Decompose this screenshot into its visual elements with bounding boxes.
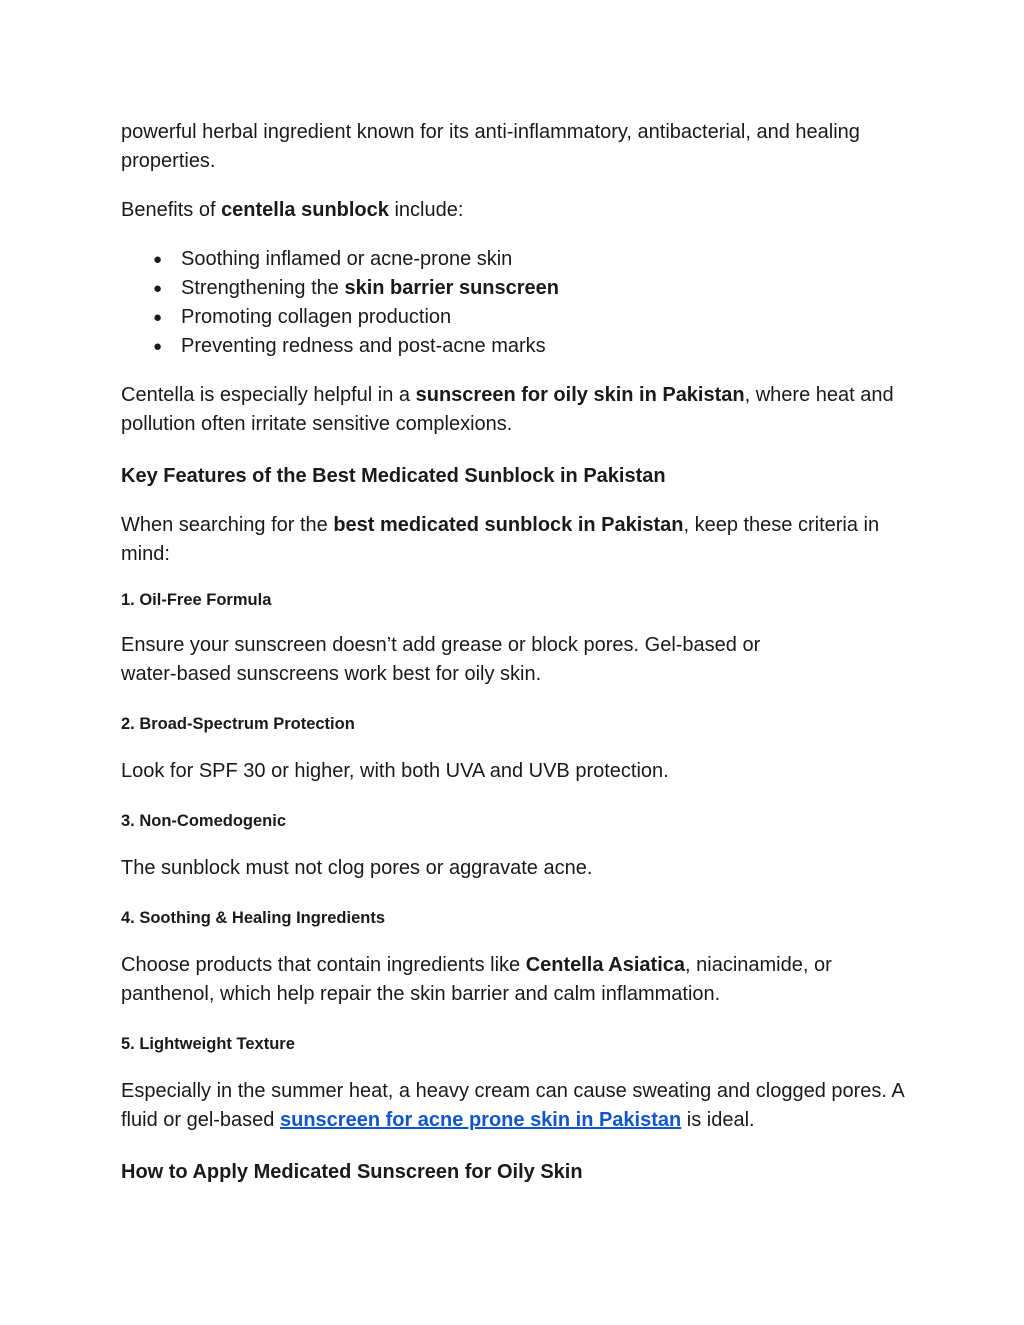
feature-5-text: Especially in the summer heat, a heavy cream can cause sweating and clogged pores. A fluid or gel-based sunscreen for acne prone skin in Pakistan is ideal. (121, 1080, 904, 1131)
bullet-icon: ● (153, 251, 163, 268)
document-body (121, 118, 911, 1187)
centella-paragraph: Centella is especially helpful in a sunscreen for oily skin in Pakistan, where heat and pollution often irritate sensitive complexions. (121, 384, 894, 435)
feature-5-title: 5. Lightweight Texture (121, 1035, 295, 1053)
feature-4-text: Choose products that contain ingredients like Centella Asiatica, niacinamide, or panthenol, which help repair the skin barrier and calm inflammation. (121, 954, 832, 1005)
bullet-icon: ● (153, 280, 163, 297)
key-features-intro: When searching for the best medicated sunblock in Pakistan, keep these criteria in mind: (121, 514, 880, 565)
acne-sunscreen-link[interactable]: sunscreen for acne prone skin in Pakistan (279, 1109, 682, 1131)
feature-3-title: 3. Non-Comedogenic (121, 812, 287, 830)
feature-2-text: Look for SPF 30 or higher, with both UVA and UVB protection. (121, 760, 669, 782)
feature-3-text: The sunblock must not clog pores or aggravate acne. (121, 857, 593, 879)
feature-1-text: Ensure your sunscreen doesn’t add grease or block pores. Gel-based or water-based sunscreens work best for oily skin. (121, 634, 761, 685)
bullet-icon: ● (153, 338, 163, 355)
how-to-heading: How to Apply Medicated Sunscreen for Oily Skin (121, 1161, 583, 1183)
key-features-heading: Key Features of the Best Medicated Sunblock in Pakistan (121, 465, 666, 487)
benefits-intro: Benefits of centella sunblock include: (121, 199, 464, 221)
list-item: ● Promoting collagen production (121, 303, 911, 332)
feature-4-title: 4. Soothing & Healing Ingredients (121, 909, 386, 927)
feature-1-title: 1. Oil-Free Formula (121, 591, 272, 609)
intro-paragraph: powerful herbal ingredient known for its anti-inflammatory, antibacterial, and healing properties. (121, 121, 860, 172)
list-item: ● Strengthening the skin barrier sunscreen (121, 274, 911, 303)
benefits-list (121, 245, 911, 361)
list-item: ● Preventing redness and post-acne marks (121, 332, 911, 361)
list-item: ● Soothing inflamed or acne-prone skin (121, 245, 911, 274)
feature-2-title: 2. Broad-Spectrum Protection (121, 715, 355, 733)
bullet-icon: ● (153, 309, 163, 326)
